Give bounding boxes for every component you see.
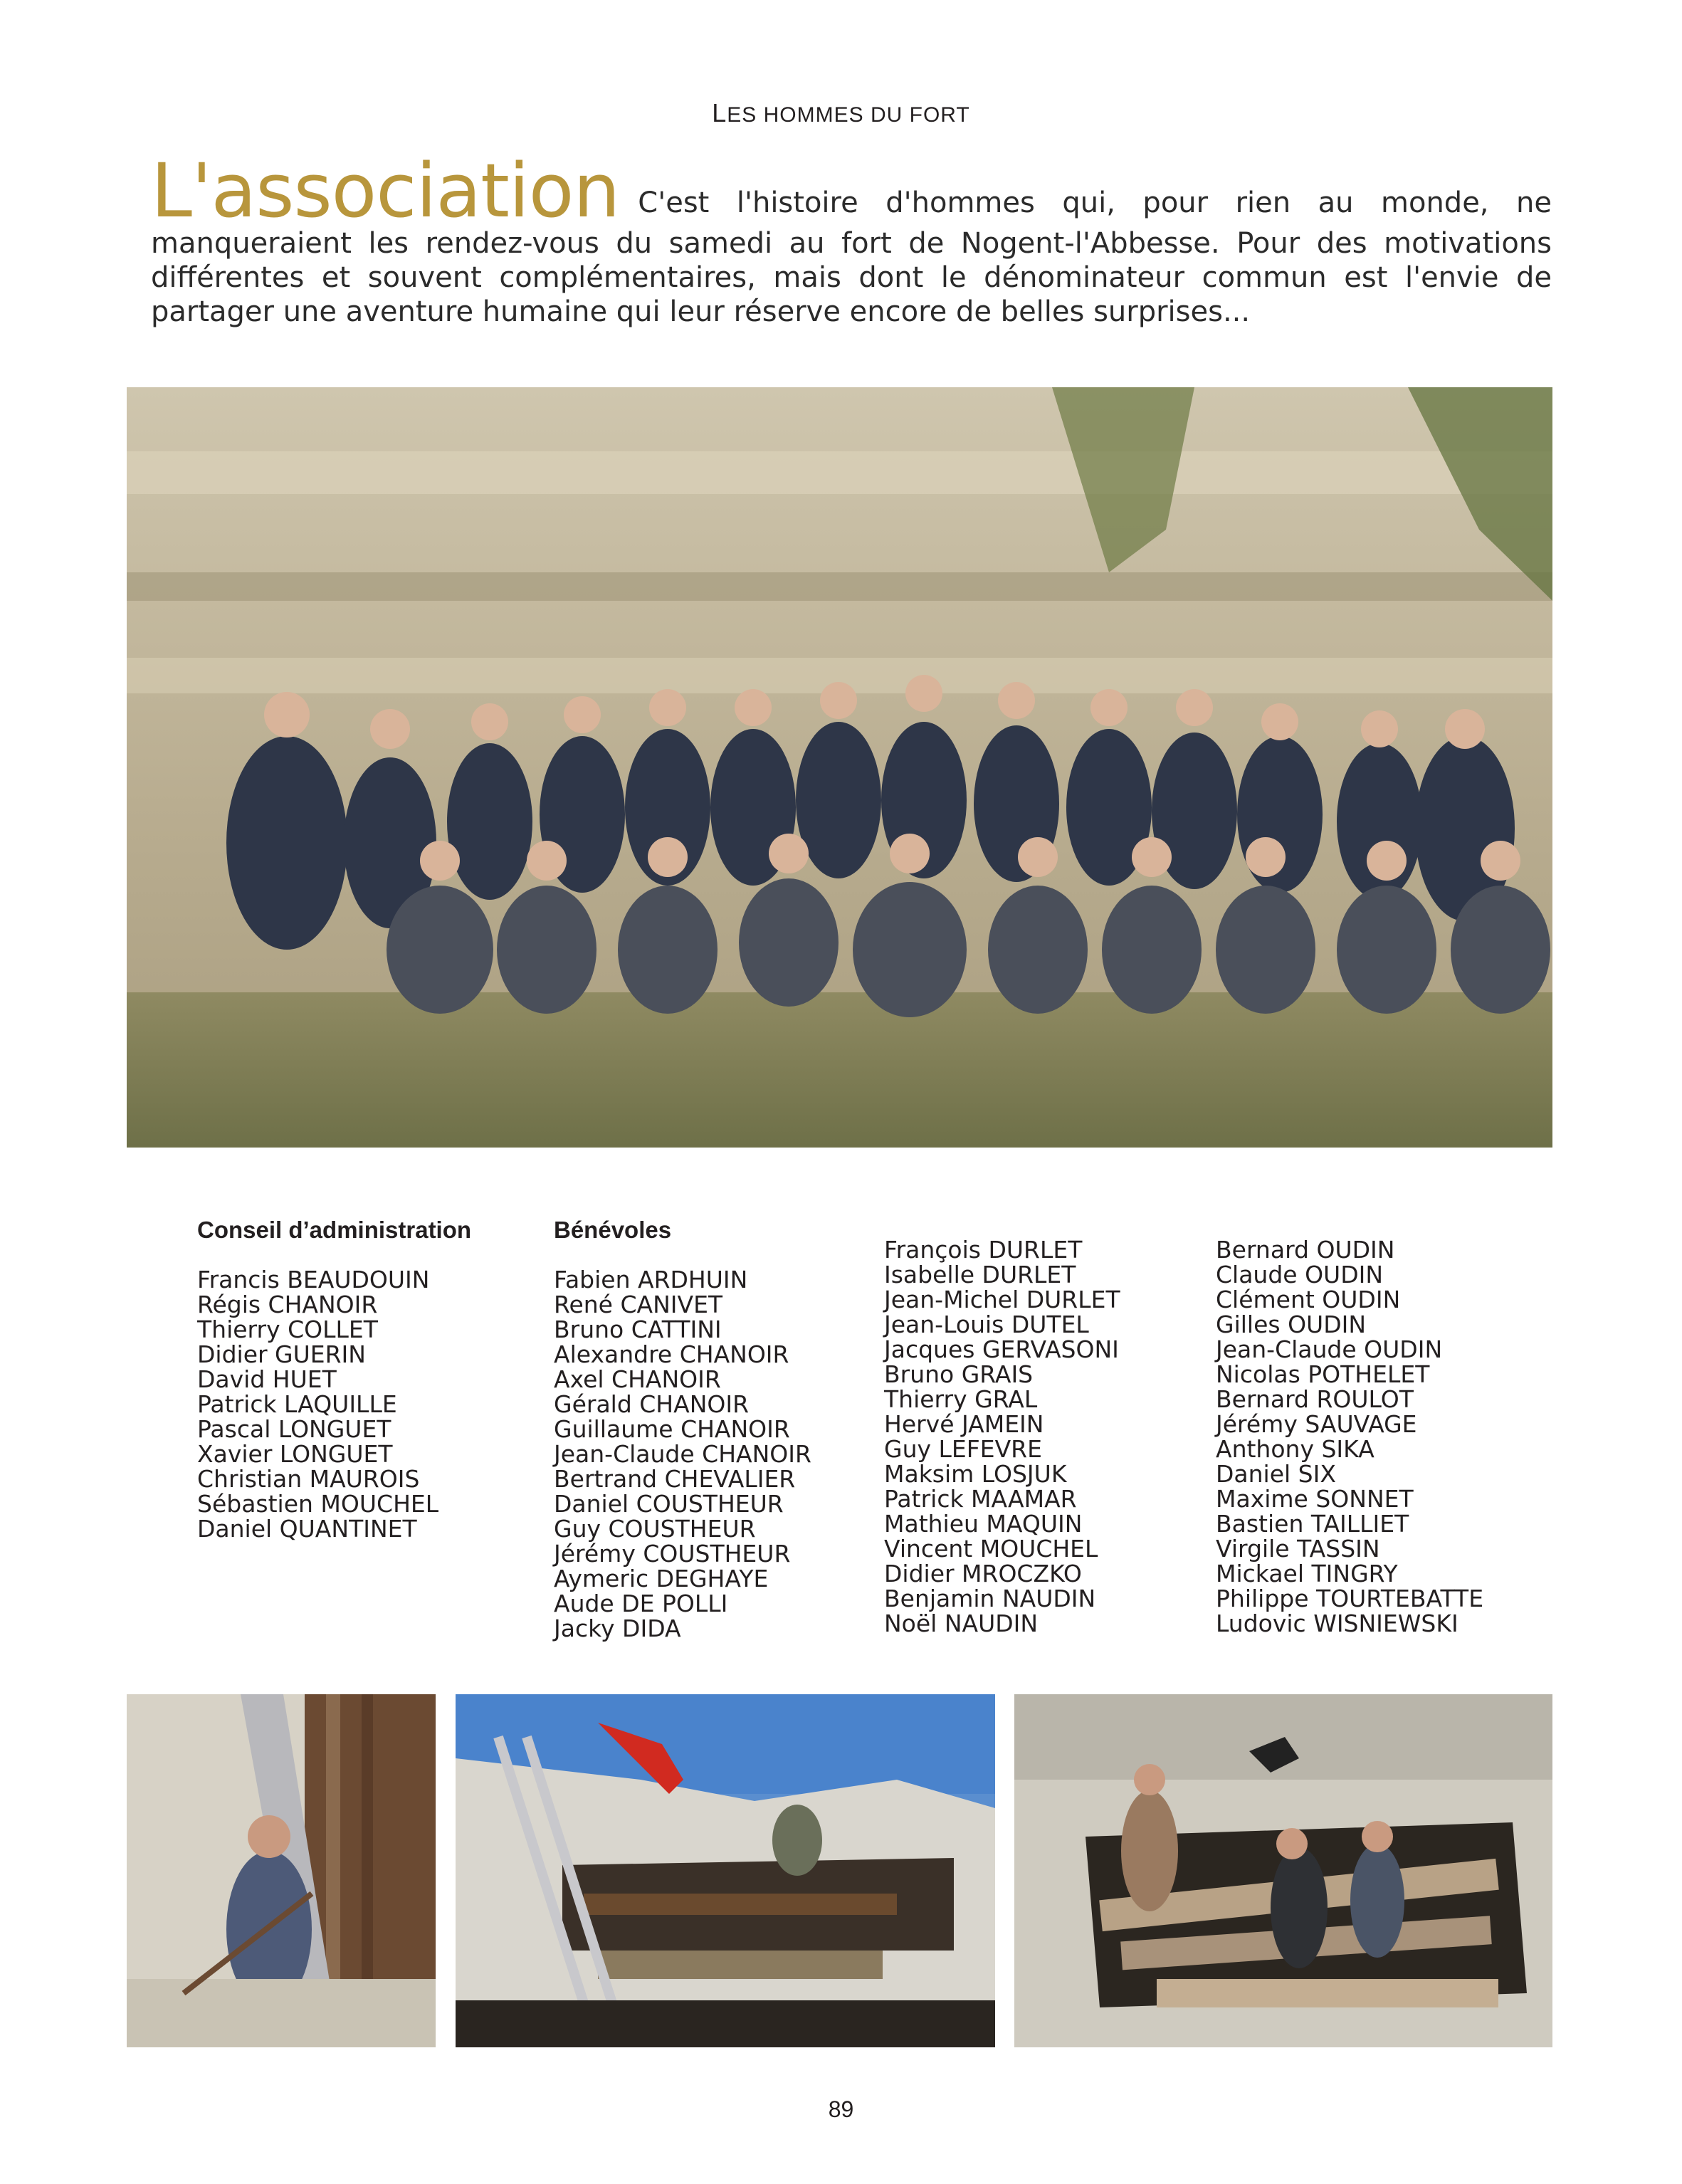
member-name: Jean-Claude CHANOIR (554, 1440, 811, 1468)
member-name: Fabien ARDHUIN (554, 1266, 748, 1293)
member-name: Sébastien MOUCHEL (197, 1490, 439, 1518)
member-name: François DURLET (884, 1236, 1083, 1264)
member-name: Anthony SIKA (1216, 1435, 1374, 1463)
member-name: Clément OUDIN (1216, 1286, 1401, 1313)
member-name: Ludovic WISNIEWSKI (1216, 1610, 1458, 1637)
member-name: Bruno CATTINI (554, 1316, 722, 1343)
member-name: Alexandre CHANOIR (554, 1340, 789, 1368)
member-name: Patrick LAQUILLE (197, 1390, 397, 1418)
member-name: Xavier LONGUET (197, 1440, 393, 1468)
intro-paragraph (151, 147, 1552, 329)
conseil-heading: Conseil d’administration (197, 1217, 472, 1243)
member-name: Jean-Claude OUDIN (1216, 1335, 1443, 1363)
header-initial: L (712, 98, 727, 127)
member-name: David HUET (197, 1365, 337, 1393)
member-name: Jérémy COUSTHEUR (554, 1540, 791, 1568)
member-name: Nicolas POTHELET (1216, 1360, 1430, 1388)
member-name: Claude OUDIN (1216, 1261, 1384, 1288)
benevoles-list-2 (884, 1237, 1120, 1636)
member-name: Benjamin NAUDIN (884, 1585, 1096, 1612)
member-name: Gilles OUDIN (1216, 1311, 1367, 1338)
member-name: Didier GUERIN (197, 1340, 366, 1368)
conseil-list (197, 1267, 471, 1541)
intro-text: C'est l'histoire d'hommes qui, pour rien au monde, ne manqueraient les rendez-vous du samedi au fort de Nogent-l'Abbesse. Pour des motivations différentes et souvent complémentaires, mais dont le dénominateur commun est l'envie de partager une aventure humaine qui leur réserve encore de belles surprises... (151, 187, 1552, 328)
header-rest: ES HOMMES DU FORT (727, 103, 970, 127)
member-name: Jean-Michel DURLET (884, 1286, 1120, 1313)
member-name: Jacques GERVASONI (884, 1335, 1119, 1363)
page-title: L'association (151, 147, 620, 234)
member-name: Daniel QUANTINET (197, 1515, 417, 1543)
benevoles-heading: Bénévoles (554, 1217, 672, 1243)
member-name: Gérald CHANOIR (554, 1390, 750, 1418)
member-name: Aymeric DEGHAYE (554, 1565, 769, 1592)
member-name: Guy LEFEVRE (884, 1435, 1042, 1463)
member-name: Bastien TAILLIET (1216, 1510, 1409, 1538)
member-name: René CANIVET (554, 1291, 723, 1318)
log-lifting-photo (1014, 1694, 1552, 2047)
member-name: Thierry GRAL (884, 1385, 1038, 1413)
member-name: Pascal LONGUET (197, 1415, 391, 1443)
member-name: Philippe TOURTEBATTE (1216, 1585, 1484, 1612)
member-name: Bertrand CHEVALIER (554, 1465, 796, 1493)
member-name: Noël NAUDIN (884, 1610, 1039, 1637)
member-name: Maksim LOSJUK (884, 1460, 1067, 1488)
member-name: Mathieu MAQUIN (884, 1510, 1083, 1538)
member-name: Bernard OUDIN (1216, 1236, 1395, 1264)
member-name: Thierry COLLET (197, 1316, 378, 1343)
member-name: Mickael TINGRY (1216, 1560, 1398, 1587)
benevoles-column-3 (1216, 1237, 1483, 1636)
member-name: Maxime SONNET (1216, 1485, 1414, 1513)
page-number: 89 (828, 2096, 854, 2122)
worker-digging-photo (127, 1694, 436, 2047)
member-name: Jérémy SAUVAGE (1216, 1410, 1417, 1438)
member-name: Régis CHANOIR (197, 1291, 378, 1318)
member-name: Vincent MOUCHEL (884, 1535, 1098, 1563)
member-name: Didier MROCZKO (884, 1560, 1082, 1587)
group-photo (127, 387, 1552, 1148)
member-name: Daniel SIX (1216, 1460, 1336, 1488)
member-name: Hervé JAMEIN (884, 1410, 1044, 1438)
member-name: Christian MAUROIS (197, 1465, 420, 1493)
member-name: Guy COUSTHEUR (554, 1515, 756, 1543)
crane-excavation-photo (456, 1694, 995, 2047)
member-name: Daniel COUSTHEUR (554, 1490, 784, 1518)
member-name: Bruno GRAIS (884, 1360, 1034, 1388)
benevoles-list-3 (1216, 1237, 1483, 1636)
member-name: Jean-Louis DUTEL (884, 1311, 1089, 1338)
member-name: Francis BEAUDOUIN (197, 1266, 430, 1293)
benevoles-column-1 (554, 1217, 811, 1641)
member-name: Patrick MAAMAR (884, 1485, 1077, 1513)
member-name: Guillaume CHANOIR (554, 1415, 790, 1443)
benevoles-column-2 (884, 1237, 1120, 1636)
member-name: Jacky DIDA (554, 1615, 681, 1642)
benevoles-list-1 (554, 1267, 811, 1641)
member-name: Isabelle DURLET (884, 1261, 1076, 1288)
member-name: Virgile TASSIN (1216, 1535, 1380, 1563)
conseil-column (197, 1217, 471, 1541)
running-header (0, 98, 1682, 128)
member-name: Aude DE POLLI (554, 1590, 728, 1617)
member-name: Bernard ROULOT (1216, 1385, 1414, 1413)
member-name: Axel CHANOIR (554, 1365, 721, 1393)
